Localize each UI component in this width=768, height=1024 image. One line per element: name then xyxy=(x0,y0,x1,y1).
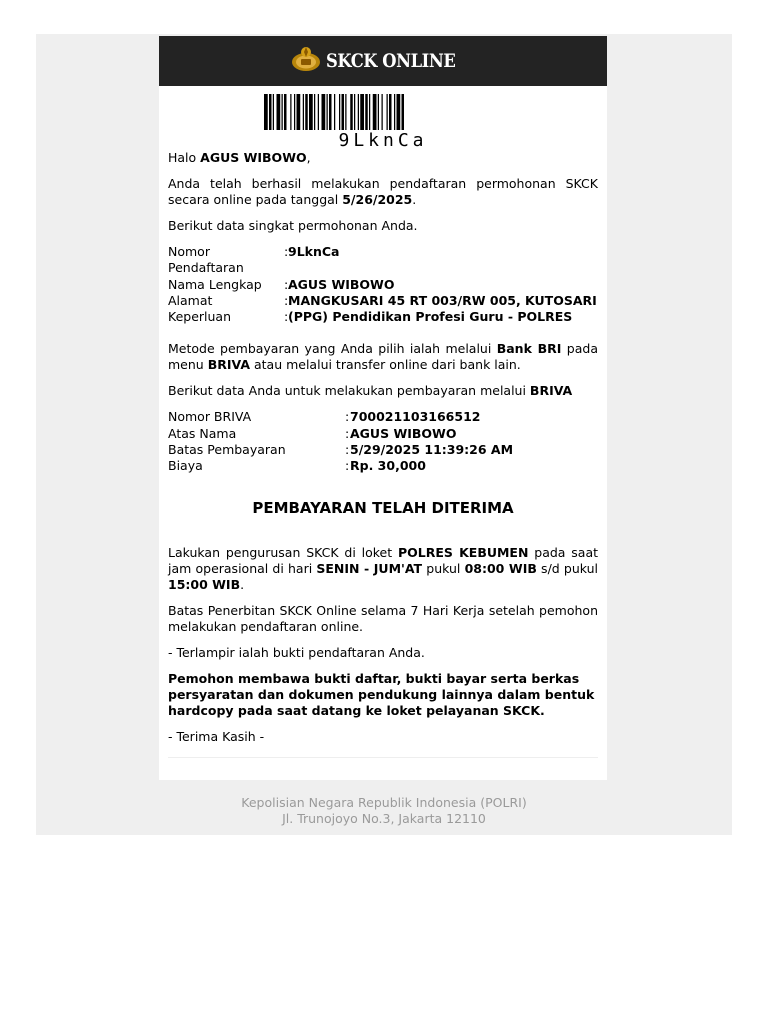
registration-label: Nama Lengkap xyxy=(168,276,262,292)
email-body xyxy=(168,150,598,755)
barcode xyxy=(264,94,504,130)
barcode-bar xyxy=(378,94,379,130)
payment-label: Nomor BRIVA xyxy=(168,409,252,425)
police-emblem-icon xyxy=(290,45,322,77)
closing-text: - Terima Kasih - xyxy=(168,728,265,744)
email-header xyxy=(159,36,607,86)
registration-label: Alamat xyxy=(168,292,213,308)
barcode-label: 9LknCa xyxy=(338,130,428,151)
barcode-bar xyxy=(284,94,287,130)
barcode-bar xyxy=(303,94,304,130)
intro-text: Anda telah berhasil melakukan pendaftaran permohonan SKCK secara online pada tanggal 5/26/2025. xyxy=(168,176,598,207)
instructions-text: Lakukan pengurusan SKCK di loket POLRES KEBUMEN pada saat jam operasional di hari SENIN - JUM'AT pukul 08:00 WIB s/d pukul 15:00 WIB. xyxy=(168,544,599,592)
email-card xyxy=(159,36,607,780)
barcode-bar xyxy=(354,94,355,130)
barcode-bar xyxy=(394,94,395,130)
payment-label: Atas Nama xyxy=(168,425,237,441)
barcode-bar xyxy=(382,94,383,130)
barcode-bar xyxy=(345,94,346,130)
deadline-note: Batas Penerbitan SKCK Online selama 7 Hari Kerja setelah pemohon melakukan pendaftaran online. xyxy=(168,602,598,634)
summary-heading: Berikut data singkat permohonan Anda. xyxy=(168,218,418,233)
payment-value: AGUS WIBOWO xyxy=(350,425,457,441)
recipient-name: AGUS WIBOWO xyxy=(200,150,307,165)
barcode-bar xyxy=(269,94,272,130)
barcode-bar xyxy=(397,94,401,130)
payment-heading: Berikut data Anda untuk melakukan pembayaran melalui BRIVA xyxy=(168,383,573,399)
barcode-bar xyxy=(389,94,392,130)
barcode-bar xyxy=(350,94,353,130)
barcode-bar xyxy=(294,94,295,130)
email-footer xyxy=(36,795,732,827)
brand xyxy=(290,45,477,77)
barcode-bar xyxy=(273,94,274,130)
barcode-bar xyxy=(402,94,405,130)
barcode-bar xyxy=(297,94,301,130)
payment-label: Biaya xyxy=(168,458,203,474)
barcode-bar xyxy=(282,94,283,130)
divider xyxy=(168,757,598,758)
payment-method-text: Metode pembayaran yang Anda pilih ialah melalui Bank BRI pada menu BRIVA atau melalui transfer online dari bank lain. xyxy=(168,341,598,373)
registration-date: 5/26/2025 xyxy=(342,192,413,207)
barcode-bar xyxy=(277,94,281,130)
barcode-bar xyxy=(373,94,377,130)
registration-value: MANGKUSARI 45 RT 003/RW 005, KUTOSARI xyxy=(288,292,597,308)
brand-title: SKCK ONLINE xyxy=(325,50,456,72)
barcode-bar xyxy=(327,94,328,130)
footer-org: Kepolisian Negara Republik Indonesia (POLRI) xyxy=(241,795,527,810)
barcode-bar xyxy=(322,94,326,130)
barcode-bar xyxy=(314,94,315,130)
greeting: Halo AGUS WIBOWO, xyxy=(168,150,311,165)
barcode-bar xyxy=(305,94,308,130)
registration-value: 9LknCa xyxy=(288,244,340,259)
barcode-bar xyxy=(369,94,370,130)
barcode-bar xyxy=(309,94,313,130)
barcode-bar xyxy=(387,94,388,130)
registration-table: Nomor Pendaftaran : 9LknCa Nama Lengkap : AGUS WIBOWO Alamat : MANGKUSARI 45 RT 003/RW 005, KUTOSARI Keperluan : (PPG) Pendidikan Profesi Guru - POLRES xyxy=(168,244,597,325)
payment-table: Nomor BRIVA : 700021103166512 Atas Nama : AGUS WIBOWO Batas Pembayaran : 5/29/2025 11:39:26 AM Biaya : Rp. 30,000 xyxy=(168,409,514,474)
barcode-bar xyxy=(329,94,332,130)
bring-note: Pemohon membawa bukti daftar, bukti bayar serta berkas persyaratan dan dokumen pendukung lainnya dalam bentuk hardcopy pada saat datang ke loket pelayanan SKCK. xyxy=(168,670,595,718)
payment-value: 5/29/2025 11:39:26 AM xyxy=(350,442,514,458)
registration-label: Nomor Pendaftaran xyxy=(168,244,244,276)
registration-value: (PPG) Pendidikan Profesi Guru - POLRES xyxy=(288,309,573,325)
barcode-bar xyxy=(334,94,335,130)
barcode-bar xyxy=(360,94,364,130)
barcode-bar xyxy=(339,94,340,130)
payment-value: Rp. 30,000 xyxy=(350,458,426,474)
attachment-note: - Terlampir ialah bukti pendaftaran Anda. xyxy=(168,644,425,660)
barcode-bar xyxy=(365,94,368,130)
barcode-bar xyxy=(342,94,345,130)
registration-value: AGUS WIBOWO xyxy=(288,276,395,292)
barcode-bar xyxy=(290,94,291,130)
barcode-bar xyxy=(358,94,359,130)
barcode-bar xyxy=(264,94,268,130)
footer-address: Jl. Trunojoyo No.3, Jakarta 12110 xyxy=(282,811,486,826)
registration-label: Keperluan xyxy=(168,309,232,325)
barcode-bar xyxy=(318,94,319,130)
payment-status: PEMBAYARAN TELAH DITERIMA xyxy=(252,498,514,517)
payment-value: 700021103166512 xyxy=(350,409,481,425)
payment-label: Batas Pembayaran xyxy=(168,442,286,458)
